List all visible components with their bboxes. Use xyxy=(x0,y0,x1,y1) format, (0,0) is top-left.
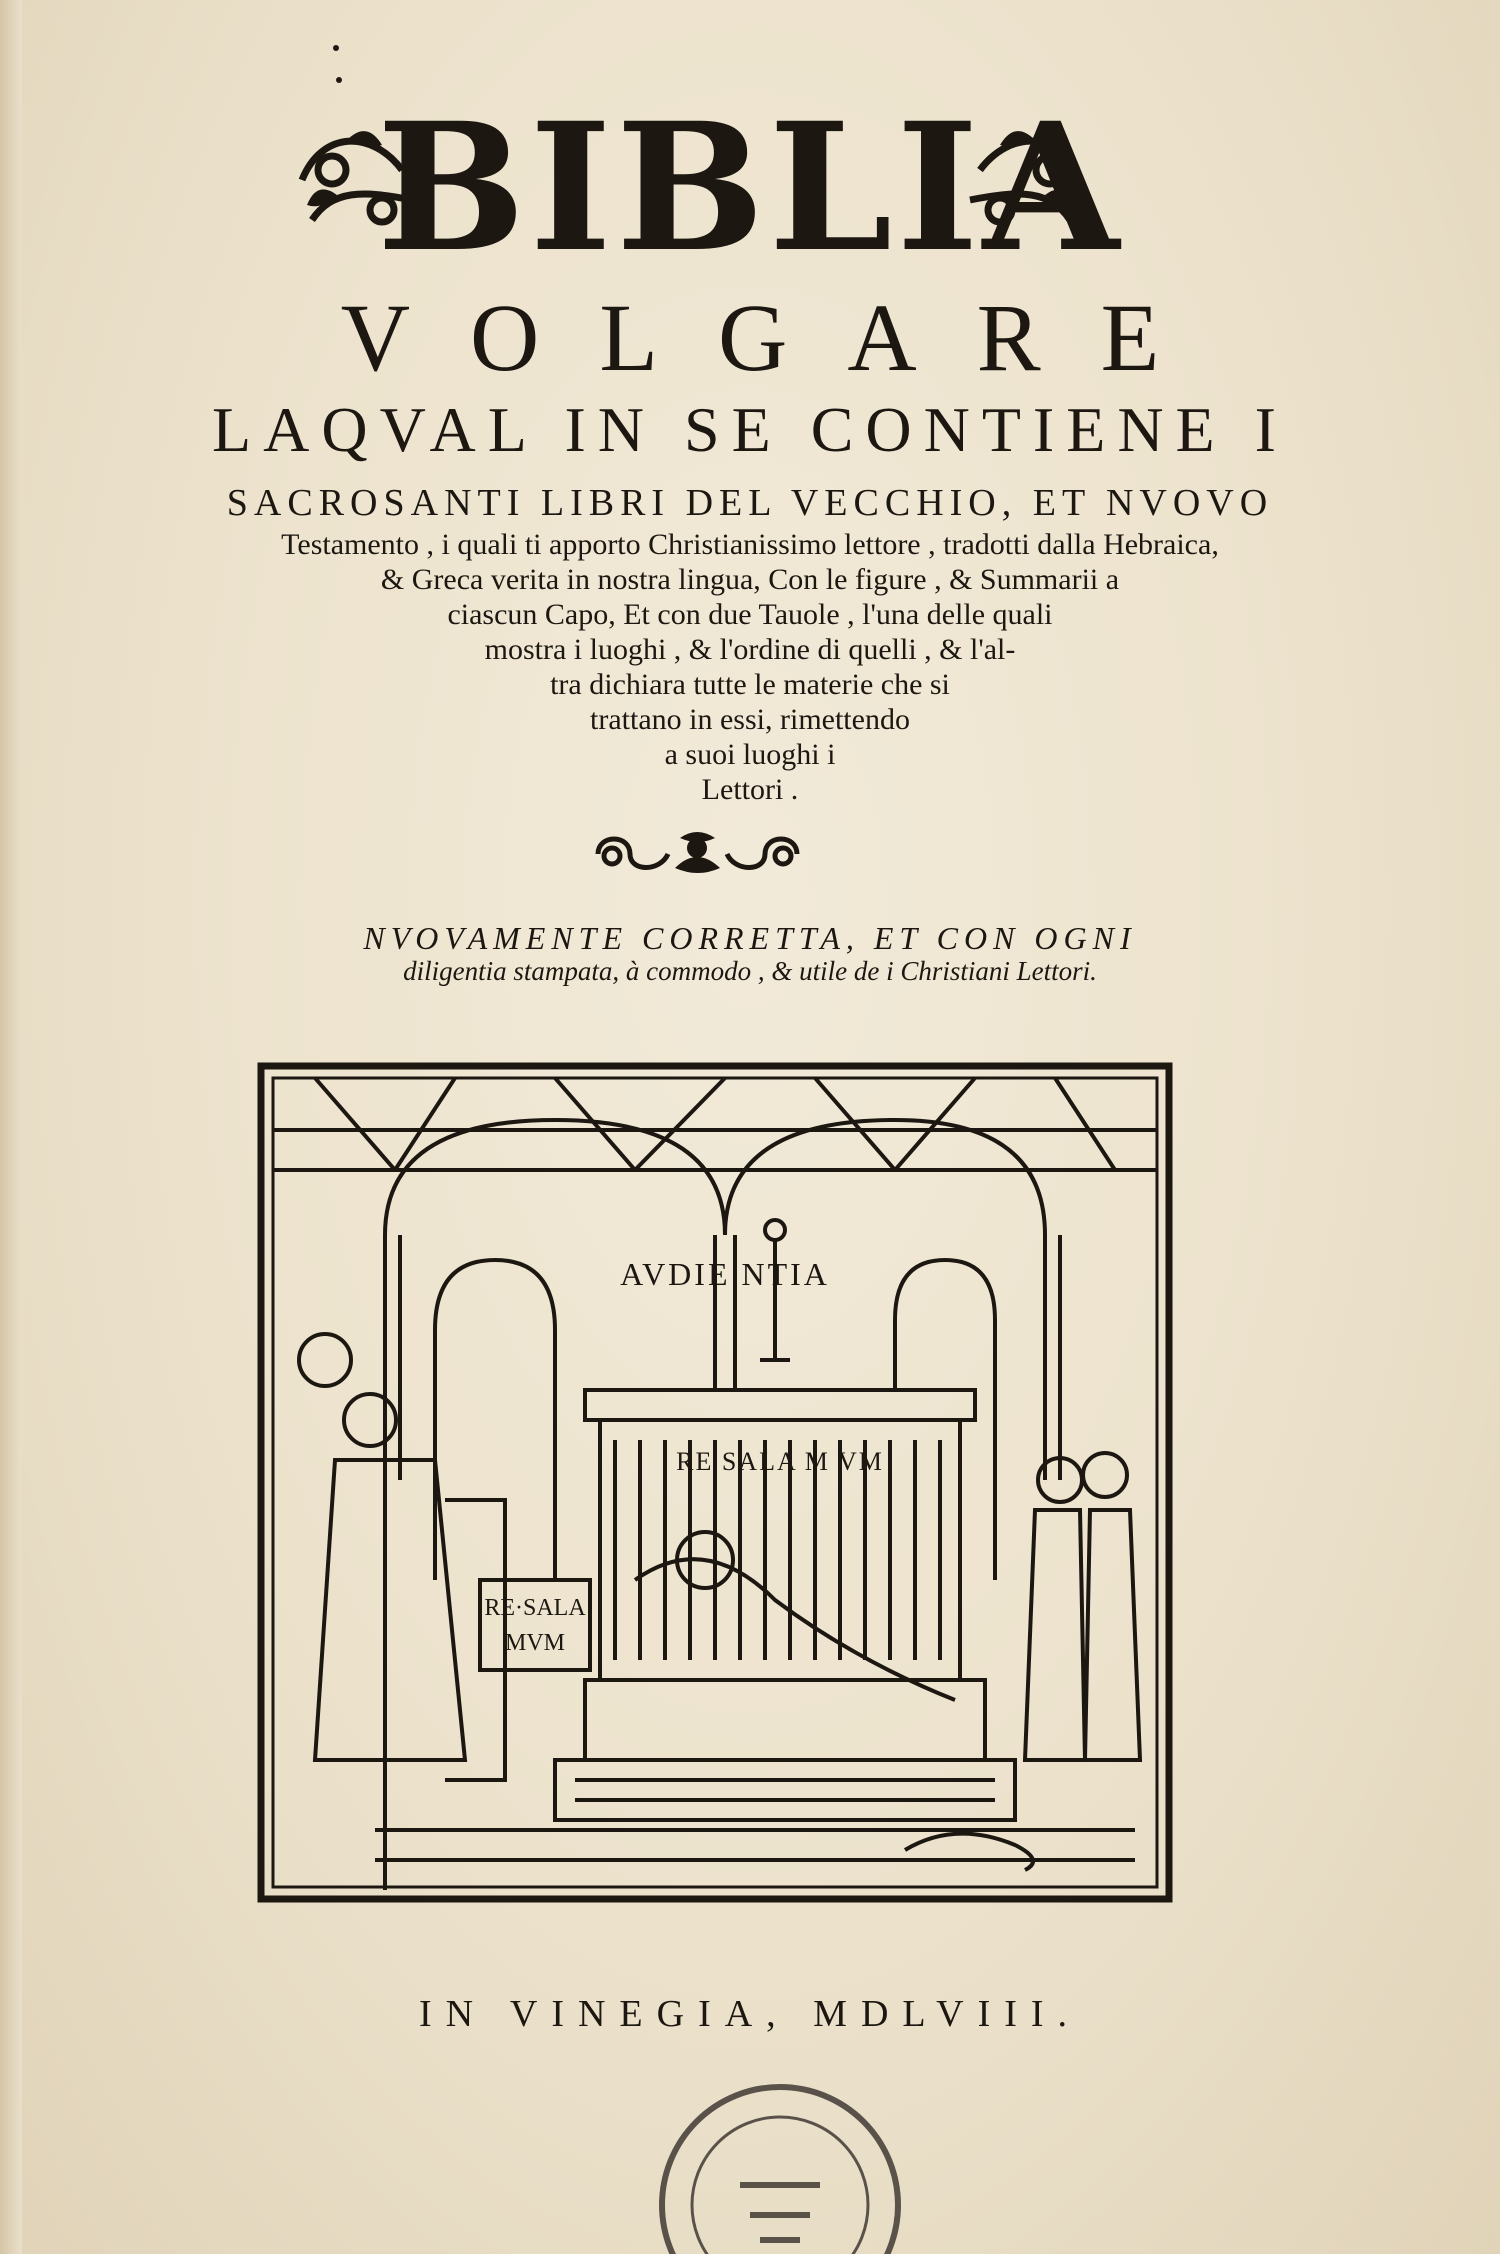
label-resalamum-banner: RE SALA M VM xyxy=(676,1447,884,1476)
body-line-7: a suoi luoghi i xyxy=(664,738,836,771)
body-line-6: trattano in essi, rimettendo xyxy=(590,703,910,736)
line-sacrosanti: SACROSANTI LIBRI DEL VECCHIO, ET NVOVO xyxy=(226,482,1274,524)
imprint-line: IN VINEGIA, MDLVIII. xyxy=(418,1993,1082,2035)
line-laqual: LAQVAL IN SE CONTIENE I xyxy=(212,394,1288,465)
title-biblia: BIBLIA xyxy=(376,84,1124,291)
line-diligentia: diligentia stampata, à commodo , & utile de i Christiani Lettori. xyxy=(403,956,1097,986)
woodcut-illustration xyxy=(255,1060,1175,1905)
woodcut-drawing xyxy=(255,1060,1175,1905)
body-line-1: Testamento , i quali ti apporto Christianissimo lettore , tradotti dalla Hebraica, xyxy=(281,528,1219,561)
body-line-2: & Greca verita in nostra lingua, Con le figure , & Summarii a xyxy=(380,563,1120,596)
body-line-8: Lettori . xyxy=(701,773,799,806)
body-line-5: tra dichiara tutte le materie che si xyxy=(550,668,950,701)
body-line-4: mostra i luoghi , & l'ordine di quelli , & l'al- xyxy=(484,633,1016,666)
printers-ornament xyxy=(590,828,805,880)
library-stamp xyxy=(650,2065,910,2254)
ink-specks xyxy=(330,40,350,100)
subtitle-volgare: VOLGARE xyxy=(340,284,1220,391)
label-resalamum-box-1: RE·SALA xyxy=(484,1595,586,1621)
label-audientia: AVDIE NTIA xyxy=(620,1256,830,1292)
label-resalamum-box-2: MVM xyxy=(504,1630,566,1656)
body-line-3: ciascun Capo, Et con due Tauole , l'una delle quali xyxy=(447,598,1053,631)
line-nuovamente: NVOVAMENTE CORRETTA, ET CON OGNI xyxy=(363,920,1137,956)
